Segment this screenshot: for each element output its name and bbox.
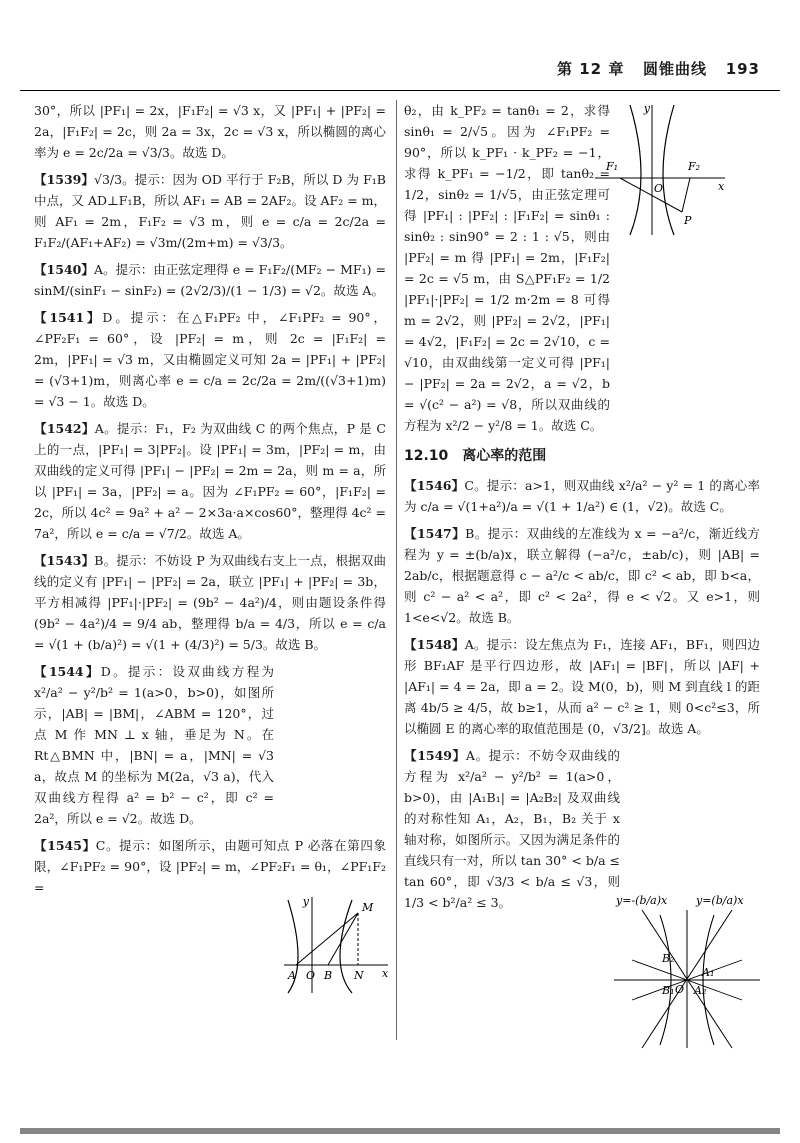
segment-b-m xyxy=(328,913,358,965)
problem-1548 xyxy=(404,634,760,739)
problem-text: B。提示：不妨设 P 为双曲线右支上一点，根据双曲线的定义有 |PF₁| − |PF₂| = 2a，联立 |PF₁| + |PF₂| = 3b，平方相减得 |PF₁|·|PF₂| = (9b² − 4a²)/4，则由题设条件得 (9b² − 4a²)/4 = 9/4 ab，整理得 b/a = 4/3，所以 e = c/a = √(1 + (b/a)²) = √(1 + (4/3)²) = 5/3。故选 B。 xyxy=(34,553,387,652)
column-divider xyxy=(396,100,397,1040)
problem-number: 【1548】 xyxy=(404,637,465,652)
left-column xyxy=(34,100,386,904)
segment-f1-p xyxy=(620,178,682,212)
problem-text: √3/3。提示：因为 OD 平行于 F₂B，所以 D 为 F₁B 中点，又 AD⊥F₁B，所以 AF₁ = AB = 2AF₂。设 AF₂ = m，则 AF₁ = 2m，F₁F₂ = √3 m，则 e = c/a = 2c/2a = F₁F₂/(AF₁+AF₂) = √3m/(2m+m) = √3/3。 xyxy=(34,172,387,250)
label-p: P xyxy=(684,214,692,227)
label-o: O xyxy=(654,182,664,195)
figure-1545-hyperbola xyxy=(590,100,730,240)
header-rule xyxy=(20,90,780,91)
label-x: x xyxy=(718,180,725,193)
label-f2: F₂ xyxy=(688,160,701,173)
problem-text: A。提示：不妨令双曲线的方程为 x²/a² − y²/b² = 1(a>0，b>0)，由 |A₁B₁| = |A₂B₂| 及双曲线的对称性知 A₁，A₂，B₁，B₂ 关于 x 轴对称，如图所示。又因为满足条件的直线只有一对，所以 tan 30° < b/a ≤ tan 60°，即 √3/3 < b/a ≤ √3，则 1/3 < b²/a² ≤ 3。 xyxy=(404,748,621,910)
label-b: B xyxy=(324,969,333,982)
problem-1546 xyxy=(404,475,760,517)
problem-number: 【1540】 xyxy=(34,262,94,277)
text-block-continuation xyxy=(34,100,386,163)
chapter-title: 圆锥曲线 xyxy=(643,60,708,78)
problem-1540 xyxy=(34,259,386,301)
label-a1: A₁ xyxy=(702,966,715,979)
problem-text: D。提示：在△F₁PF₂ 中，∠F₁PF₂ = 90°，∠PF₂F₁ = 60°，设 |PF₂| = m，则 2c = |F₁F₂| = 2m，|PF₁| = √3 m，又由椭圆定义可知 2a = |PF₁| + |PF₂| = (√3+1)m，则离心率 e = c/a = 2c/2a = 2m/((√3+1)m) = √3 − 1。故选 D。 xyxy=(34,310,387,409)
label-b2: B₂ xyxy=(662,952,675,965)
problem-number: 【1542】 xyxy=(34,421,95,436)
problem-text: A。提示：F₁，F₂ 为双曲线 C 的两个焦点，P 是 C 上的一点，|PF₁| = 3|PF₂|。设 |PF₁| = 3m，|PF₂| = m，由双曲线的定义可得 |PF₁| − |PF₂| = 2m = 2a，则 m = a，所以 |PF₁| = 3a，|PF₂| = a。因为 ∠F₁PF₂ = 60°，|F₁F₂| = 2c，所以 4c² = 9a² + a² − 2×3a·a×cos60°，整理得 4c² = 7a²，所以 e = c/a = √7/2。故选 A。 xyxy=(34,421,386,541)
label-y: y xyxy=(643,102,650,115)
problem-number: 【1541】 xyxy=(34,310,103,325)
label-o: O xyxy=(306,969,316,982)
label-a: A xyxy=(288,969,296,982)
figure-1549-asymptotes xyxy=(612,890,762,1050)
segment-f2-p xyxy=(682,178,690,212)
page-header xyxy=(557,58,760,79)
problem-text: D。提示：设双曲线方程为 x²/a² − y²/b² = 1(a>0，b>0)，如图所示，|AB| = |BM|，∠ABM = 120°，过点 M 作 MN ⊥ x 轴，垂足为 N。在 Rt△BMN 中，|BN| = a，|MN| = √3 a，故点 M 的坐标为 M(2a，√3 a)，代入双曲线方程得 a² = b² − c²，即 c² = 2a²，所以 e = √2。故选 D。 xyxy=(34,664,274,826)
section-heading: 12.10 离心率的范围 xyxy=(404,448,547,464)
right-branch xyxy=(663,105,674,235)
right-branch xyxy=(340,900,352,993)
segment-a-m xyxy=(296,913,358,965)
label-n: N xyxy=(354,969,364,982)
problem-text: C。提示：a>1，则双曲线 x²/a² − y² = 1 的离心率为 c/a = √(1+a²)/a = √(1 + 1/a²) ∈ (1，√2)。故选 C。 xyxy=(404,478,760,514)
problem-number: 【1549】 xyxy=(404,748,466,763)
label-y: y xyxy=(302,895,309,908)
chapter-label: 第 12 章 xyxy=(557,60,625,78)
problem-text: B。提示：双曲线的左准线为 x = −a²/c，渐近线方程为 y = ±(b/a)x，联立解得 (−a²/c，±ab/c)，则 |AB| = 2ab/c，根据题意得 c − a²/c < ab/c，即 c² < ab，即 b<a，则 c² − a² < a²，即 c² < 2a²，得 e < √2。又 e>1，则 1<e<√2。故选 B。 xyxy=(404,526,760,625)
paragraph-text: 30°，所以 |PF₁| = 2x，|F₁F₂| = √3 x，又 |PF₁| + |PF₂| = 2a，|F₁F₂| = 2c，则 2a = 3x，2c = √3 x，所以椭圆的离心率为 e = 2c/2a = √3/3。故选 D。 xyxy=(34,103,386,160)
problem-number: 【1545】 xyxy=(34,838,96,853)
problem-text: C。提示：如图所示，由题可知点 P 必落在第四象限，∠F₁PF₂ = 90°，设 |PF₂| = m，∠PF₂F₁ = θ₁，∠PF₁F₂ = xyxy=(34,838,386,895)
page-bottom-edge xyxy=(20,1128,780,1134)
figure-1544-hyperbola xyxy=(282,895,390,995)
problem-1544 xyxy=(34,661,386,829)
problem-number: 【1543】 xyxy=(34,553,95,568)
problem-1545 xyxy=(34,835,386,898)
problem-text: A。提示：设左焦点为 F₁，连接 AF₁，BF₁，则四边形 BF₁AF 是平行四边形，故 |AF₁| = |BF|，所以 |AF| + |AF₁| = 4 = 2a，即 a = 2。设 M(0，b)，则 M 到直线 l 的距离 4b/5 ≥ 4/5，故 b≥1，从而 a² − c² ≥ 1，则 0<c²≤3，所以椭圆 E 的离心率的取值范围是 (0，√3/2]。故选 A。 xyxy=(404,637,760,736)
problem-number: 【1539】 xyxy=(34,172,95,187)
left-branch xyxy=(630,105,641,235)
label-b1: B₁ xyxy=(662,984,675,997)
problem-text: A。提示：由正弦定理得 e = F₁F₂/(MF₂ − MF₁) = sinM/(sinF₁ − sinF₂) = (2√2/3)/(1 − 1/3) = √2。故选 A。 xyxy=(34,262,386,298)
problem-number: 【1546】 xyxy=(404,478,465,493)
label-m: M xyxy=(362,901,374,914)
paragraph-text: θ₂，由 k_PF₂ = tanθ₁ = 2，求得 sinθ₁ = 2/√5。因为 ∠F₁PF₂ = 90°，所以 k_PF₁ · k_PF₂ = −1，求得 k_PF₁ = −1/2，即 tanθ₂ = 1/2，sinθ₂ = 1/√5，由正弦定理可得 |PF₁| : |PF₂| : |F₁F₂| = sinθ₁ : sinθ₂ : sin90° = 2 : 1 : √5，则由 |PF₂| = m 得 |PF₁| = 2m，|F₁F₂| = 2c = √5 m，由 S△PF₁F₂ = 1/2 |PF₁|·|PF₂| = 1/2 m·2m = 8 可得 m = 2√2，则 |PF₂| = 2√2，|PF₁| = 4√2，|F₁F₂| = 2c = 2√10，c = √10，由双曲线第一定义可得 |PF₁| − |PF₂| = 2a = 2√2，a = √2，b = √(c² − a²) = √8，所以双曲线的方程为 x²/2 − y²/8 = 1。故选 C。 xyxy=(404,103,610,433)
label-a2: A₂ xyxy=(694,984,707,997)
label-neg-asymptote: y=-(b/a)x xyxy=(616,894,668,907)
page-number: 193 xyxy=(725,60,760,78)
problem-number: 【1547】 xyxy=(404,526,466,541)
problem-1543 xyxy=(34,550,386,655)
problem-1541 xyxy=(34,307,386,412)
label-o: O xyxy=(675,983,685,996)
problem-1549 xyxy=(404,745,760,913)
label-f1: F₁ xyxy=(606,160,619,173)
problem-1539 xyxy=(34,169,386,253)
label-pos-asymptote: y=(b/a)x xyxy=(696,894,744,907)
label-x: x xyxy=(382,967,389,980)
problem-number: 【1544】 xyxy=(34,664,101,679)
problem-1542 xyxy=(34,418,386,544)
problem-1547 xyxy=(404,523,760,628)
